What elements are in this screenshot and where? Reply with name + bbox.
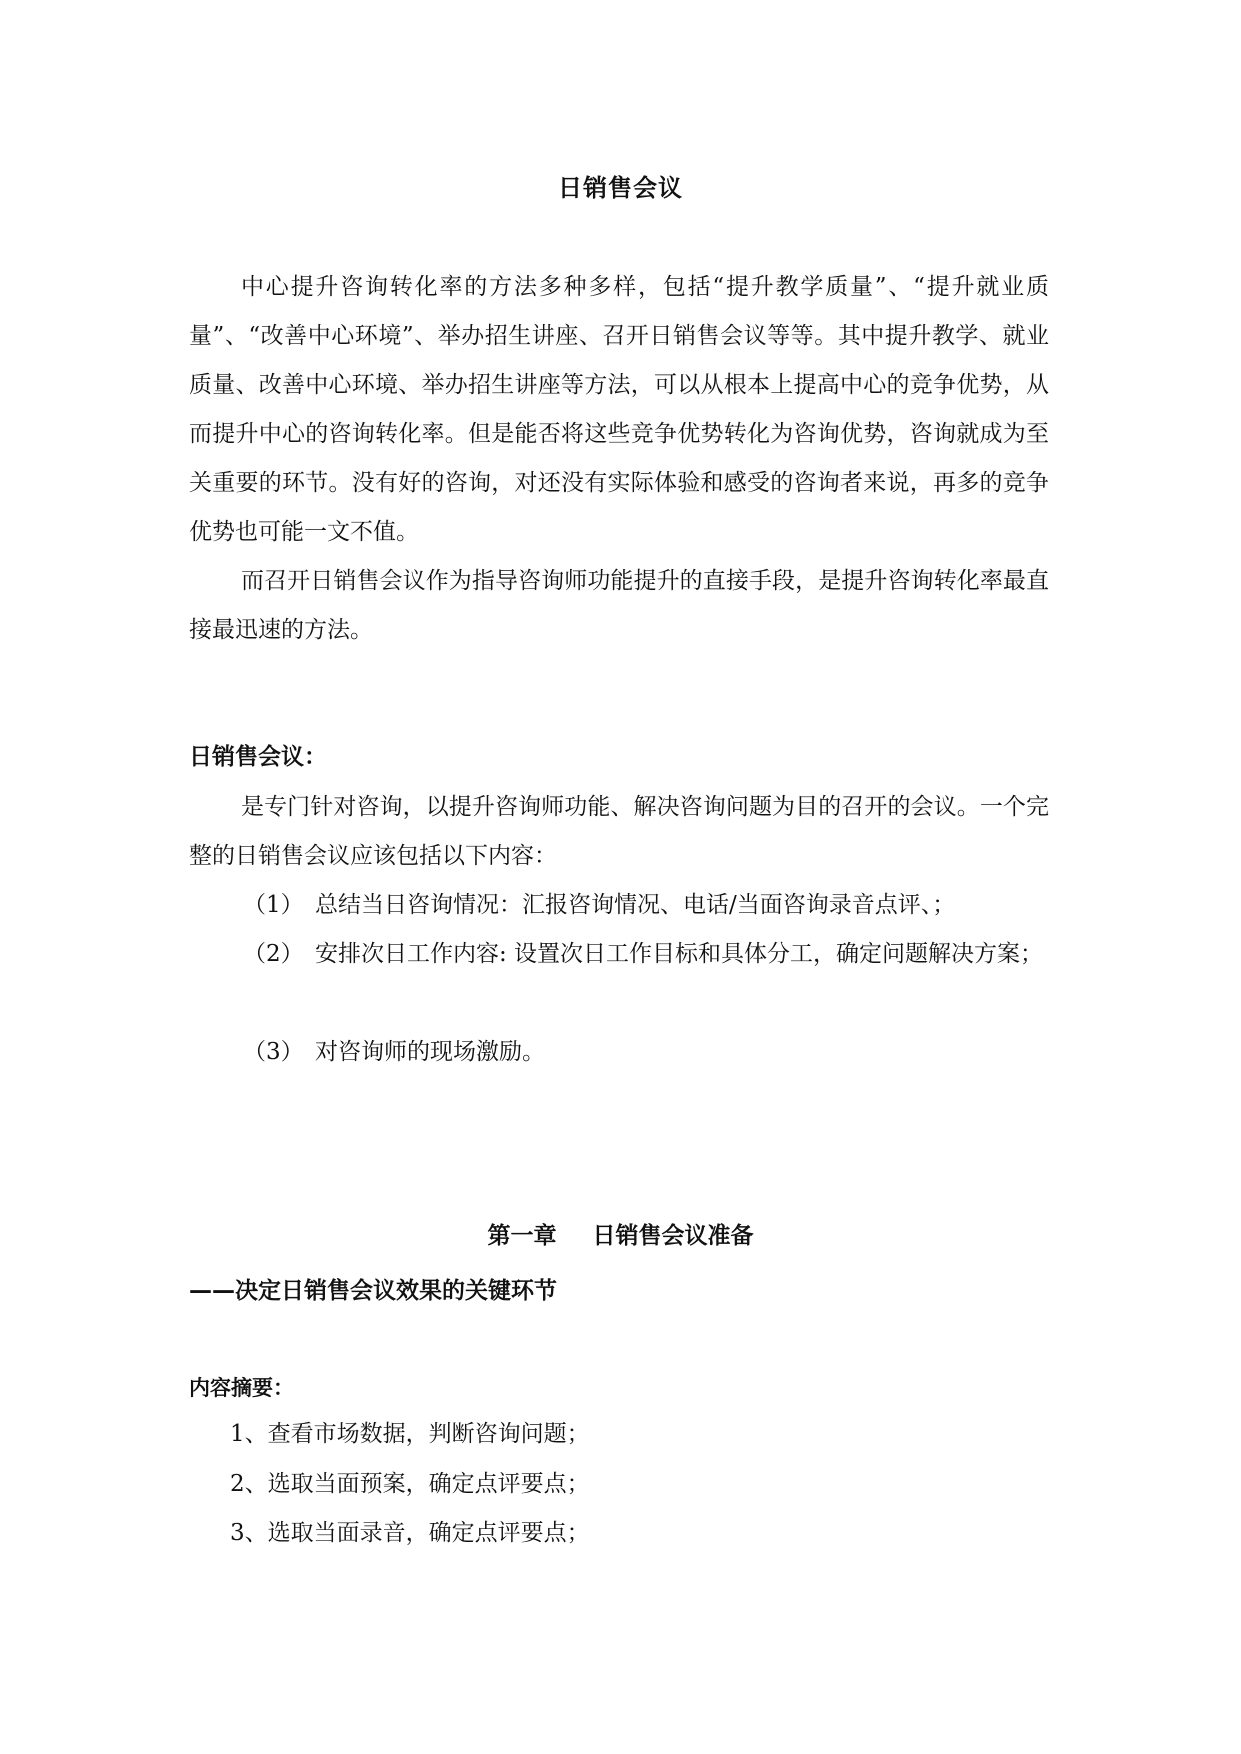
list-item-number: （1） (243, 892, 304, 918)
page-title: 日销售会议 (558, 174, 683, 202)
definition-paragraph: 是专门针对咨询，以提升咨询师功能、解决咨询问题为目的召开的会议。一个完整的日销售会议应该包括以下内容： (189, 794, 1049, 869)
definition-heading: 日销售会议： (189, 744, 327, 770)
chapter-number: 第一章 (487, 1223, 557, 1249)
list-item (243, 930, 1050, 979)
summary-item: 3、选取当面录音，确定点评要点； (230, 1520, 590, 1546)
list-item-text: 安排次日工作内容: 设置次日工作目标和具体分工，确定问题解决方案； (315, 941, 1044, 967)
list-item-number: （2） (243, 941, 304, 967)
list-item-number: （3） (243, 1039, 304, 1065)
intro-paragraph-1: 中心提升咨询转化率的方法多种多样，包括“提升教学质量”、“提升就业质量”、“改善中心环境”、举办招生讲座、召开日销售会议等等。其中提升教学、就业质量、改善中心环境、举办招生讲座等方法，可以从根本上提高中心的竞争优势，从而提升中心的咨询转化率。但是能否将这些竞争优势转化为咨询优势，咨询就成为至关重要的环节。没有好的咨询，对还没有实际体验和感受的咨询者来说，再多的竞争优势也可能一文不值。 (189, 274, 1049, 545)
summary-item: 1、查看市场数据，判断咨询问题； (230, 1421, 590, 1447)
summary-item: 2、选取当面预案，确定点评要点； (230, 1471, 590, 1497)
chapter-subtitle: ——决定日销售会议效果的关键环节 (189, 1278, 557, 1304)
list-item (243, 881, 1050, 930)
intro-paragraph-2: 而召开日销售会议作为指导咨询师功能提升的直接手段，是提升咨询转化率最直接最迅速的方法。 (189, 568, 1049, 643)
chapter-heading (0, 1217, 1241, 1250)
chapter-title: 日销售会议准备 (592, 1223, 754, 1249)
list-item (243, 1028, 1050, 1077)
list-item-text: 总结当日咨询情况：汇报咨询情况、电话/当面咨询录音点评、； (315, 892, 956, 918)
list-item-text: 对咨询师的现场激励。 (315, 1039, 545, 1065)
summary-heading: 内容摘要： (189, 1376, 294, 1400)
